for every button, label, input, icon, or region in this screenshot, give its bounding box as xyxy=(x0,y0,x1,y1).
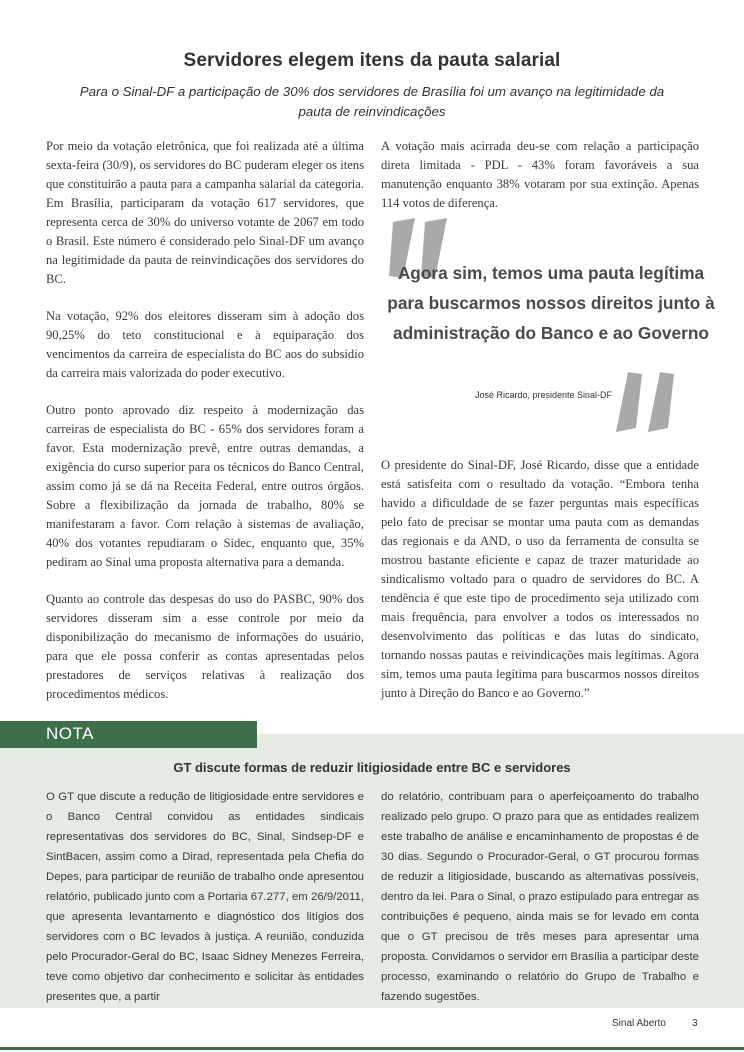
article-title: Servidores elegem itens da pauta salarial xyxy=(183,50,561,71)
note-label: NOTA xyxy=(46,724,94,743)
footer-divider xyxy=(0,1047,744,1050)
pull-quote: Agora sim, temos uma pauta legítima para buscarmos nossos direitos junto à administração do Banco e ao Governo xyxy=(387,263,715,343)
article-paragraph: Na votação, 92% dos eleitores disseram sim à adoção dos 90,25% do teto constitucional e à equiparação dos vencimentos da carreira de especialista do BC aos do subsidio da carreira mais valorizada do poder executivo. xyxy=(46,309,364,380)
note-right-column: do relatório, contribuam para o aperfeiçoamento do trabalho realizado pelo grupo. O prazo para que as entidades realizem este trabalho de análise e encaminhamento de propostas é de 30 dias. Segundo o Procurador-Geral, o GT procurou formas de reduzir a litigiosidade, buscando as alternativas possíveis, dentro da lei. Para o Sinal, o prazo estipulado para entregar as contribuições é pequeno, ainda mais se for levado em conta que o GT precisou de três meses para apresentar uma proposta. Convidamos o servidor em Brasília a participar deste processo, examinando o relatório do Grupo de Trabalho e fazendo sugestões. xyxy=(381,791,699,1003)
article-left-column xyxy=(46,137,364,722)
note-left-column: O GT que discute a redução de litigiosidade entre servidores e o Banco Central convidou as entidades sindicais representativas dos servidores do BC, Sinal, Sindsep-DF e SintBacen, assim como a Dirad, representada pela Chefia do Depes, para participar de reunião de trabalho onde apresentou relatório, publicado junto com a Portaria 67.277, em 26/9/2011, que apresenta levantamento e diagnóstico dos litígios dos servidores com o BC levados à justiça. A reunião, conduzida pelo Procurador-Geral do BC, Isaac Sidney Menezes Ferreira, teve como objetivo dar conhecimento e solicitar às entidades presentes que, a partir xyxy=(46,791,364,1003)
footer-publication: Sinal Aberto xyxy=(612,1018,666,1029)
note-title: GT discute formas de reduzir litigiosidade entre BC e servidores xyxy=(173,760,571,775)
quote-author: José Ricardo, presidente Sinal-DF xyxy=(474,390,612,400)
article-paragraph: Quanto ao controle das despesas do uso do PASBC, 90% dos servidores disseram sim a esse controle por meio da disponibilização do mecanismo de informações do usuário, para que ele possa conferir as contas apresentadas pelos prestadores de serviços relativas à realização dos procedimentos médicos. xyxy=(46,592,364,701)
article-subtitle: Para o Sinal-DF a participação de 30% dos servidores de Brasília foi um avanço na legitimidade da pauta de reinvindicações xyxy=(79,84,665,119)
footer-page-number: 3 xyxy=(692,1018,698,1029)
article-paragraph: O presidente do Sinal-DF, José Ricardo, disse que a entidade está satisfeita com o resultado da votação. “Embora tenha havido a dificuldade de se fazer perguntas mais específicas pelo fato de precisar se montar uma pauta com as demandas das regionais e da AND, o uso da ferramenta de consulta se mostrou bastante eficiente e capaz de trazer maturidade ao sindicalismo voltado para o quadro de servidores do BC. A tendência é que este tipo de procedimento seja utilizado com mais frequência, para envolver a todos os interessados no desenvolvimento das políticas e das lutas do sindicato, tornando nossas pautas e reivindicações mais legítimas. Agora sim, temos uma pauta legítima para buscarmos nossos direitos junto à Direção do Banco e ao Governo.” xyxy=(381,458,699,700)
article-paragraph: Outro ponto aprovado diz respeito à modernização das carreiras de especialista do BC - 65% dos servidores foram a favor. Esta modernização prevê, entre outras demandas, a exigência do curso superior para os técnicos do Banco Central, assim como já se dá na Receita Federal, entre outros órgãos. Sobre a flexibilização da jornada de trabalho, 80% se manifestaram a favor. Com relação à sistemas de avaliação, 40% dos votantes repudiaram o Sidec, enquanto que, 35% pediram ao Sinal uma proposta alternativa para a demanda. xyxy=(46,403,364,569)
article-right-column-bottom xyxy=(381,456,699,721)
article-paragraph: Por meio da votação eletrônica, que foi realizada até a última sexta-feira (30/9), os servidores do BC puderam eleger os itens que constituirão a pauta para a campanha salarial da categoria. Em Brasília, participaram da votação 617 servidores, que representa cerca de 30% do universo votante de 2067 em todo o Brasil. Este número é considerado pelo Sinal-DF um avanço na legitimidade da pauta de reinvindicações dos servidores do BC. xyxy=(46,139,364,286)
article-paragraph: A votação mais acirrada deu-se com relação a participação direta limitada - PDL - 43% foram favoráveis a sua manutenção enquanto 38% votaram por sua extinção. Apenas 114 votos de diferença. xyxy=(381,139,699,210)
close-quote-icon xyxy=(608,366,688,446)
note-label-bar xyxy=(0,721,257,748)
